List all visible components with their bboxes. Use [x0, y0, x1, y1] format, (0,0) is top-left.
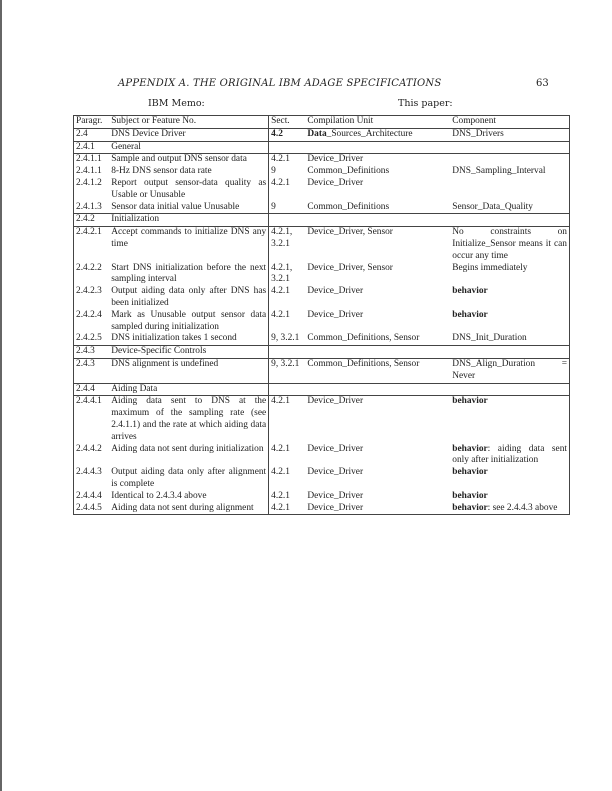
subject-cell [109, 227, 268, 263]
paragraph-number: 2.4.4.2 [76, 443, 102, 454]
subject-cell [109, 310, 268, 334]
section-cell [269, 166, 306, 178]
subject-text: Identical to 2.4.3.4 above [111, 490, 207, 501]
component-text: DNS_Drivers [452, 128, 504, 139]
subject-cell [109, 141, 268, 154]
table-header-row [74, 116, 570, 129]
subject-text: Aiding data sent to DNS at the maximum of the sampling rate (see 2.4.1.1) and the rate at which aiding data arrives [111, 396, 267, 442]
section-cell [269, 286, 306, 310]
unit-text: Device_Driver [307, 154, 364, 165]
subject-text: 8-Hz DNS sensor data rate [111, 166, 212, 177]
compilation-unit-cell [305, 128, 450, 141]
subject-cell [109, 491, 268, 503]
scan-margin-line [0, 0, 2, 791]
paragraph-cell [74, 128, 110, 141]
paragraph-number: 2.4.1 [76, 141, 95, 152]
subject-cell [109, 154, 268, 166]
section-number: 4.2 [271, 128, 283, 139]
section-number: 4.2.1 [271, 286, 290, 297]
subject-cell [109, 358, 268, 383]
paragraph-number: 2.4.3 [76, 346, 95, 357]
subject-cell [109, 202, 268, 214]
table-row [74, 503, 570, 515]
section-cell [269, 178, 306, 202]
paragraph-cell [74, 154, 110, 166]
subject-text: Sensor data initial value Unusable [111, 201, 240, 212]
section-number: 4.2.1 [271, 154, 290, 165]
subject-text: Device-Specific Controls [111, 346, 207, 357]
subject-cell [109, 286, 268, 310]
table-row [74, 396, 570, 444]
compilation-unit-cell [305, 396, 450, 444]
component-cell [450, 141, 569, 154]
unit-text: Device_Driver [307, 177, 364, 188]
component-cell [450, 491, 569, 503]
section-cell [269, 444, 306, 468]
subject-text: DNS initialization takes 1 second [111, 333, 237, 344]
section-cell [269, 202, 306, 214]
unit-text: Device_Driver, Sensor [307, 227, 393, 238]
component-cell [450, 396, 569, 444]
component-cell [450, 178, 569, 202]
component-bold-text: behavior [452, 467, 488, 478]
section-number: 4.2.1 [271, 396, 290, 407]
unit-text: Device_Driver [307, 490, 364, 501]
unit-text: Common_Definitions [307, 201, 390, 212]
section-cell [269, 467, 306, 491]
component-cell [450, 166, 569, 178]
col-header-paragr: Paragr. [76, 116, 103, 126]
paragraph-number: 2.4.1.2 [76, 177, 102, 188]
ibm-memo-caption: IBM Memo: [148, 98, 205, 109]
unit-text: Common_Definitions, Sensor [307, 333, 420, 344]
section-number: 9 [271, 201, 276, 212]
table-row [74, 154, 570, 166]
subject-cell [109, 166, 268, 178]
paragraph-cell [74, 178, 110, 202]
paragraph-cell [74, 333, 110, 345]
section-number: 4.2.1 [271, 443, 290, 454]
col-header-unit: Compilation Unit [307, 116, 374, 126]
component-cell [450, 202, 569, 214]
unit-text: Device_Driver [307, 309, 364, 320]
compilation-unit-cell [305, 141, 450, 154]
section-number: 4.2.1 [271, 309, 290, 320]
section-number: 4.2.1 [271, 467, 290, 478]
unit-text: Common_Definitions, Sensor [307, 358, 420, 369]
table-row [74, 227, 570, 263]
section-cell [269, 358, 306, 383]
paragraph-cell [74, 467, 110, 491]
paragraph-number: 2.4.4.4 [76, 490, 102, 501]
component-bold-text: behavior [452, 443, 488, 454]
unit-bold-text: Data [307, 128, 327, 139]
component-cell [450, 503, 569, 515]
unit-text: Device_Driver [307, 286, 364, 297]
compilation-unit-cell [305, 263, 450, 287]
subject-cell [109, 178, 268, 202]
paragraph-number: 2.4.4.3 [76, 467, 102, 478]
compilation-unit-cell [305, 227, 450, 263]
table-row [74, 202, 570, 214]
table-row [74, 214, 570, 227]
paragraph-number: 2.4.2 [76, 214, 95, 225]
compilation-unit-cell [305, 178, 450, 202]
component-text: : aiding data sent only after initialization [452, 443, 567, 466]
component-cell [450, 383, 569, 396]
subject-text: General [111, 141, 141, 152]
compilation-unit-cell [305, 214, 450, 227]
compilation-unit-cell [305, 467, 450, 491]
section-number: 9 [271, 166, 276, 177]
subject-text: Start DNS initialization before the next sampling interval [111, 262, 267, 285]
component-cell [450, 154, 569, 166]
section-number: 4.2.1 [271, 490, 290, 501]
component-cell [450, 310, 569, 334]
paragraph-cell [74, 227, 110, 263]
unit-text: Common_Definitions [307, 166, 390, 177]
section-cell [269, 503, 306, 515]
table-row [74, 166, 570, 178]
subject-text: Aiding data not sent during alignment [111, 502, 254, 513]
section-cell [269, 491, 306, 503]
compilation-unit-cell [305, 491, 450, 503]
table-row [74, 286, 570, 310]
table-row [74, 491, 570, 503]
subject-cell [109, 396, 268, 444]
subject-cell [109, 346, 268, 359]
table-row [74, 383, 570, 396]
section-cell [269, 333, 306, 345]
subject-cell [109, 467, 268, 491]
section-cell [269, 214, 306, 227]
unit-text: Device_Driver [307, 443, 364, 454]
subject-cell [109, 263, 268, 287]
paragraph-number: 2.4.2.4 [76, 309, 102, 320]
paragraph-number: 2.4.1.1 [76, 166, 102, 177]
table-row [74, 346, 570, 359]
paragraph-cell [74, 491, 110, 503]
component-text: : see 2.4.4.3 above [487, 502, 558, 513]
compilation-unit-cell [305, 202, 450, 214]
paragraph-number: 2.4.2.3 [76, 286, 102, 297]
component-text: DNS_Sampling_Interval [452, 166, 546, 177]
component-cell [450, 263, 569, 287]
paragraph-number: 2.4.4.1 [76, 396, 102, 407]
paragraph-number: 2.4.2.2 [76, 262, 102, 273]
unit-text: Device_Driver, Sensor [307, 262, 393, 273]
subject-text: DNS Device Driver [111, 128, 186, 139]
section-cell [269, 396, 306, 444]
unit-text: _Sources_Architecture [326, 128, 413, 139]
col-header-subject: Subject or Feature No. [109, 116, 268, 129]
paragraph-cell [74, 263, 110, 287]
section-cell [269, 263, 306, 287]
table-row [74, 310, 570, 334]
component-cell [450, 444, 569, 468]
table-row [74, 263, 570, 287]
paragraph-number: 2.4.4 [76, 383, 95, 394]
component-text: Begins immediately [452, 262, 528, 273]
component-cell [450, 467, 569, 491]
section-cell [269, 128, 306, 141]
compilation-unit-cell [305, 310, 450, 334]
running-header: APPENDIX A. THE ORIGINAL IBM ADAGE SPECIFICATIONS [118, 78, 442, 89]
compilation-unit-cell [305, 383, 450, 396]
paragraph-number: 2.4 [76, 128, 88, 139]
compilation-unit-cell [305, 333, 450, 345]
table-row [74, 141, 570, 154]
component-bold-text: behavior [452, 502, 488, 513]
compilation-unit-cell [305, 154, 450, 166]
paragraph-cell [74, 166, 110, 178]
subject-cell [109, 214, 268, 227]
table-row [74, 333, 570, 345]
paragraph-cell [74, 141, 110, 154]
component-text: DNS_Init_Duration [452, 333, 527, 344]
paragraph-cell [74, 202, 110, 214]
component-cell [450, 214, 569, 227]
component-text: Sensor_Data_Quality [452, 201, 533, 212]
page-number: 63 [536, 78, 549, 89]
subject-text: Sample and output DNS sensor data [111, 154, 247, 165]
section-cell [269, 310, 306, 334]
section-cell [269, 383, 306, 396]
paragraph-cell [74, 396, 110, 444]
subject-text: Report output sensor-data quality as Usable or Unusable [111, 177, 267, 200]
paragraph-number: 2.4.2.5 [76, 333, 102, 344]
component-bold-text: behavior [452, 396, 488, 407]
table-row [74, 178, 570, 202]
paragraph-cell [74, 383, 110, 396]
subject-text: Output aiding data only after DNS has been initialized [111, 286, 267, 308]
subject-text: DNS alignment is undefined [111, 358, 219, 369]
component-cell [450, 227, 569, 263]
subject-cell [109, 383, 268, 396]
paragraph-number: 2.4.1.3 [76, 201, 102, 212]
subject-text: Mark as Unusable output sensor data sampled during initialization [111, 309, 267, 332]
component-bold-text: behavior [452, 309, 488, 320]
table-row [74, 444, 570, 468]
component-cell [450, 333, 569, 345]
subject-cell [109, 128, 268, 141]
component-cell [450, 346, 569, 359]
component-text: DNS_Align_Duration = Never [452, 358, 567, 381]
component-cell [450, 358, 569, 383]
subject-cell [109, 444, 268, 468]
table-row [74, 467, 570, 491]
this-paper-caption: This paper: [398, 98, 453, 109]
section-number: 9, 3.2.1 [271, 358, 300, 369]
subject-text: Output aiding data only after alignment is complete [111, 467, 267, 489]
subject-text: Accept commands to initialize DNS any time [111, 227, 267, 249]
section-number: 9, 3.2.1 [271, 333, 300, 344]
compilation-unit-cell [305, 358, 450, 383]
section-cell [269, 141, 306, 154]
subject-text: Aiding data not sent during initialization [111, 443, 264, 454]
paragraph-number: 2.4.3 [76, 358, 95, 369]
paragraph-cell [74, 444, 110, 468]
section-number: 4.2.1, 3.2.1 [271, 262, 293, 285]
table-row [74, 128, 570, 141]
section-cell [269, 346, 306, 359]
subject-text: Initialization [111, 214, 160, 225]
paragraph-cell [74, 310, 110, 334]
col-header-component: Component [452, 116, 496, 126]
component-cell [450, 128, 569, 141]
compilation-unit-cell [305, 286, 450, 310]
col-header-sect: Sect. [271, 116, 290, 126]
paragraph-cell [74, 286, 110, 310]
section-number: 4.2.1, 3.2.1 [271, 227, 293, 249]
section-cell [269, 154, 306, 166]
table-row [74, 358, 570, 383]
subject-cell [109, 333, 268, 345]
spec-mapping-table [73, 115, 570, 515]
compilation-unit-cell [305, 166, 450, 178]
component-cell [450, 286, 569, 310]
subject-cell [109, 503, 268, 515]
section-cell [269, 227, 306, 263]
paragraph-cell [74, 503, 110, 515]
component-bold-text: behavior [452, 490, 488, 501]
paragraph-cell [74, 358, 110, 383]
section-number: 4.2.1 [271, 177, 290, 188]
section-number: 4.2.1 [271, 502, 290, 513]
subject-text: Aiding Data [111, 383, 158, 394]
paragraph-cell [74, 346, 110, 359]
compilation-unit-cell [305, 444, 450, 468]
unit-text: Device_Driver [307, 396, 364, 407]
compilation-unit-cell [305, 346, 450, 359]
component-text: No constraints on Initialize_Sensor means it can occur any time [452, 227, 567, 261]
paragraph-number: 2.4.1.1 [76, 154, 102, 165]
unit-text: Device_Driver [307, 502, 364, 513]
compilation-unit-cell [305, 503, 450, 515]
unit-text: Device_Driver [307, 467, 364, 478]
paragraph-number: 2.4.4.5 [76, 502, 102, 513]
component-bold-text: behavior [452, 286, 488, 297]
paragraph-number: 2.4.2.1 [76, 227, 102, 238]
paragraph-cell [74, 214, 110, 227]
